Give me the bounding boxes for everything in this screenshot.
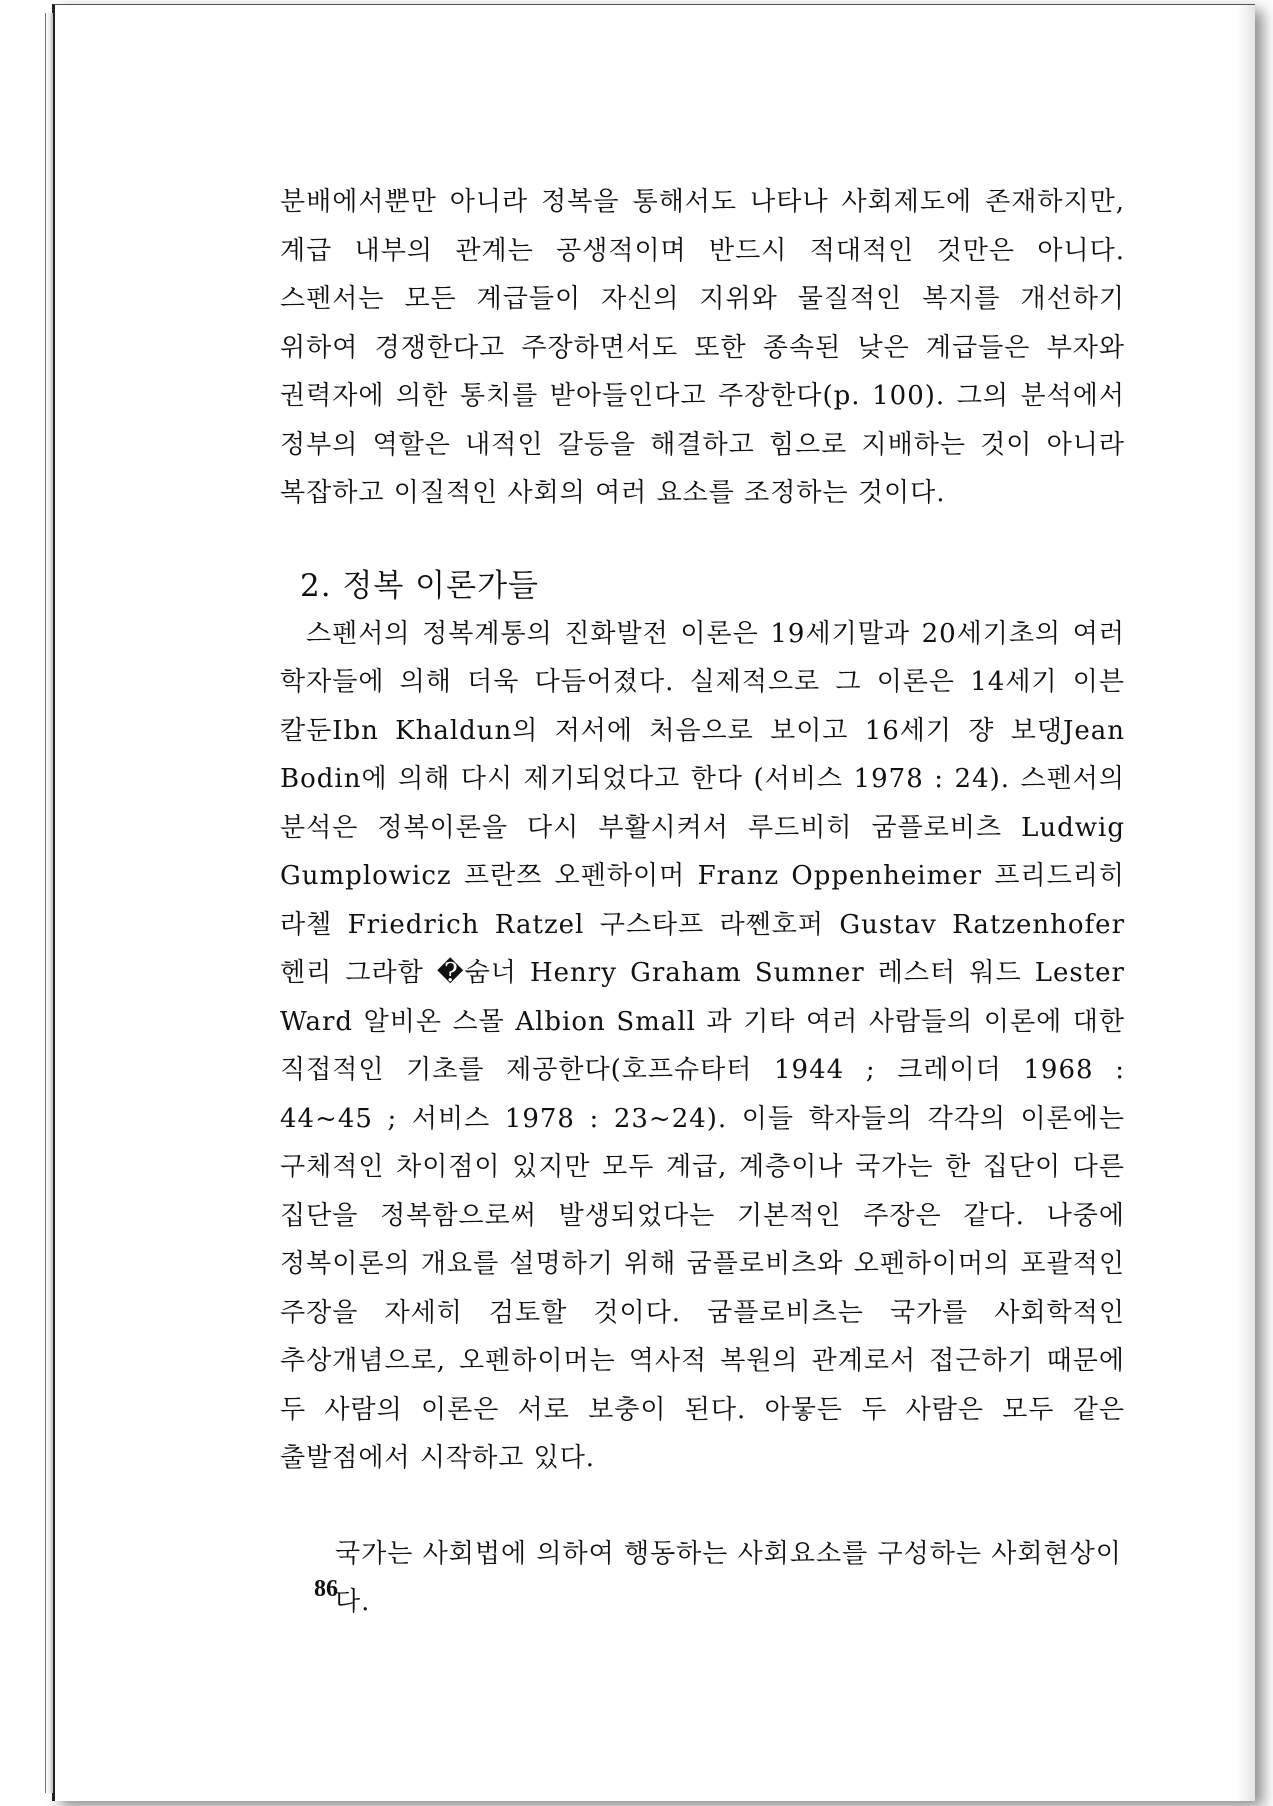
page-content: [280, 178, 1125, 1626]
section-heading: 2. 정복 이론가들: [300, 567, 539, 604]
page-fold-shadow: [1237, 5, 1255, 1801]
paragraph-1: 분배에서뿐만 아니라 정복을 통해서도 나타나 사회제도에 존재하지만, 계급 내부의 관계는 공생적이며 반드시 적대적인 것만은 아니다. 스펜서는 모든 계급들이 자신의 지위와 물질적인 복지를 개선하기 위하여 경쟁한다고 주장하면서도 또한 종속된 낮은 계급들은 부자와 권력자에 의한 통치를 받아들인다고 주장한다(p. 100). 그의 분석에서 정부의 역할은 내적인 갈등을 해결하고 힘으로 지배하는 것이 아니라 복잡하고 이질적인 사회의 여러 요소를 조정하는 것이다.: [280, 187, 1125, 508]
paragraph-2: 스펜서의 정복계통의 진화발전 이론은 19세기말과 20세기초의 여러 학자들에 의해 더욱 다듬어졌다. 실제적으로 그 이론은 14세기 이븐 칼둔Ibn Khaldun의 저서에 처음으로 보이고 16세기 쟝 보댕Jean Bodin에 의해 다시 제기되었다고 한다 (서비스 1978 : 24). 스펜서의 분석은 정복이론을 다시 부활시켜서 루드비히 굼플로비츠 Ludwig Gumplowicz 프란쯔 오펜하이머 Franz Oppenheimer 프리드리히 라첼 Friedrich Ratzel 구스타프 라쩬호퍼 Gustav Ratzenhofer 헨리 그라함 �숨너 Henry Graham Sumner 레스터 워드 Lester Ward 알비온 스몰 Albion Small 과 기타 여러 사람들의 이론에 대한 직접적인 기초를 제공한다(호프슈타터 1944 ; 크레이더 1968 : 44~45 ; 서비스 1978 : 23~24). 이들 학자들의 각각의 이론에는 구체적인 차이점이 있지만 모두 계급, 계층이나 국가는 한 집단이 다른 집단을 정복함으로써 발생되었다는 기본적인 주장은 같다. 나중에 정복이론의 개요를 설명하기 위해 굼플로비츠와 오펜하이머의 포괄적인 주장을 자세히 검토할 것이다. 굼플로비츠는 국가를 사회학적인 추상개념으로, 오펜하이머는 역사적 복원의 관계로서 접근하기 때문에 두 사람의 이론은 서로 보충이 된다. 아뭏든 두 사람은 모두 같은 출발점에서 시작하고 있다.: [280, 618, 1125, 1473]
quote-text: 국가는 사회법에 의하여 행동하는 사회요소를 구성하는 사회현상이다.: [335, 1538, 1122, 1617]
page-number: 86: [314, 1576, 338, 1602]
